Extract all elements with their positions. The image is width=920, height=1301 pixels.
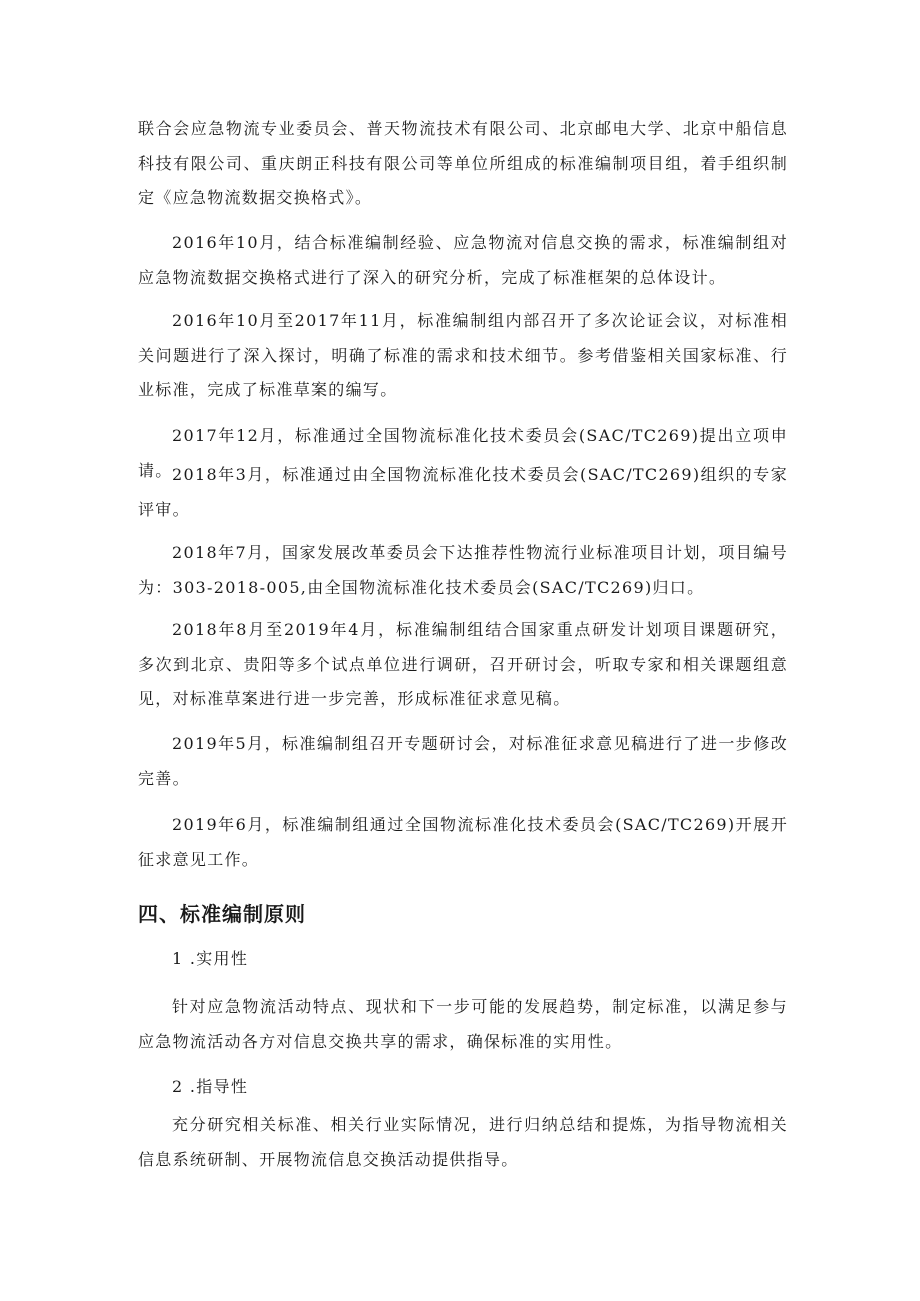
section-heading: 四、标准编制原则: [138, 902, 306, 926]
paragraph-continuation: 联合会应急物流专业委员会、普天物流技术有限公司、北京邮电大学、北京中船信息科技有限公司、重庆朗正科技有限公司等单位所组成的标准编制项目组，着手组织制定《应急物流数据交换格式》。: [138, 119, 788, 207]
paragraph-2019-06: 2019年6月，标准编制组通过全国物流标准化技术委员会(SAC/TC269)开展开征求意见工作。: [138, 815, 788, 869]
principle-body-2: 充分研究相关标准、相关行业实际情况，进行归纳总结和提炼，为指导物流相关信息系统研制、开展物流信息交换活动提供指导。: [138, 1115, 788, 1169]
paragraph-2017-12: 2017年12月，标准通过全国物流标准化技术委员会(SAC/TC269)提出立项申请。: [138, 426, 788, 480]
principle-body-1: 针对应急物流活动特点、现状和下一步可能的发展趋势，制定标准，以满足参与应急物流活动各方对信息交换共享的需求，确保标准的实用性。: [138, 997, 788, 1051]
paragraph-2018-03: 2018年3月，标准通过由全国物流标准化技术委员会(SAC/TC269)组织的专家评审。: [138, 465, 788, 519]
paragraph-2016-10: 2016年10月，结合标准编制经验、应急物流对信息交换的需求，标准编制组对应急物流数据交换格式进行了深入的研究分析，完成了标准框架的总体设计。: [138, 233, 788, 287]
paragraph-2018-08: 2018年8月至2019年4月，标准编制组结合国家重点研发计划项目课题研究，多次到北京、贵阳等多个试点单位进行调研，召开研讨会，听取专家和相关课题组意见，对标准草案进行进一步完善，形成标准征求意见稿。: [138, 620, 788, 708]
principle-title-2: 2 .指导性: [172, 1077, 249, 1096]
paragraph-2018-07: 2018年7月，国家发展改革委员会下达推荐性物流行业标准项目计划，项目编号为：303-2018-005,由全国物流标准化技术委员会(SAC/TC269)归口。: [138, 543, 788, 597]
paragraph-2016-2017: 2016年10月至2017年11月，标准编制组内部召开了多次论证会议，对标准相关问题进行了深入探讨，明确了标准的需求和技术细节。参考借鉴相关国家标准、行业标准，完成了标准草案的编写。: [138, 311, 788, 399]
principle-title-1: 1 .实用性: [172, 949, 249, 968]
paragraph-2019-05: 2019年5月，标准编制组召开专题研讨会，对标准征求意见稿进行了进一步修改完善。: [138, 734, 788, 788]
